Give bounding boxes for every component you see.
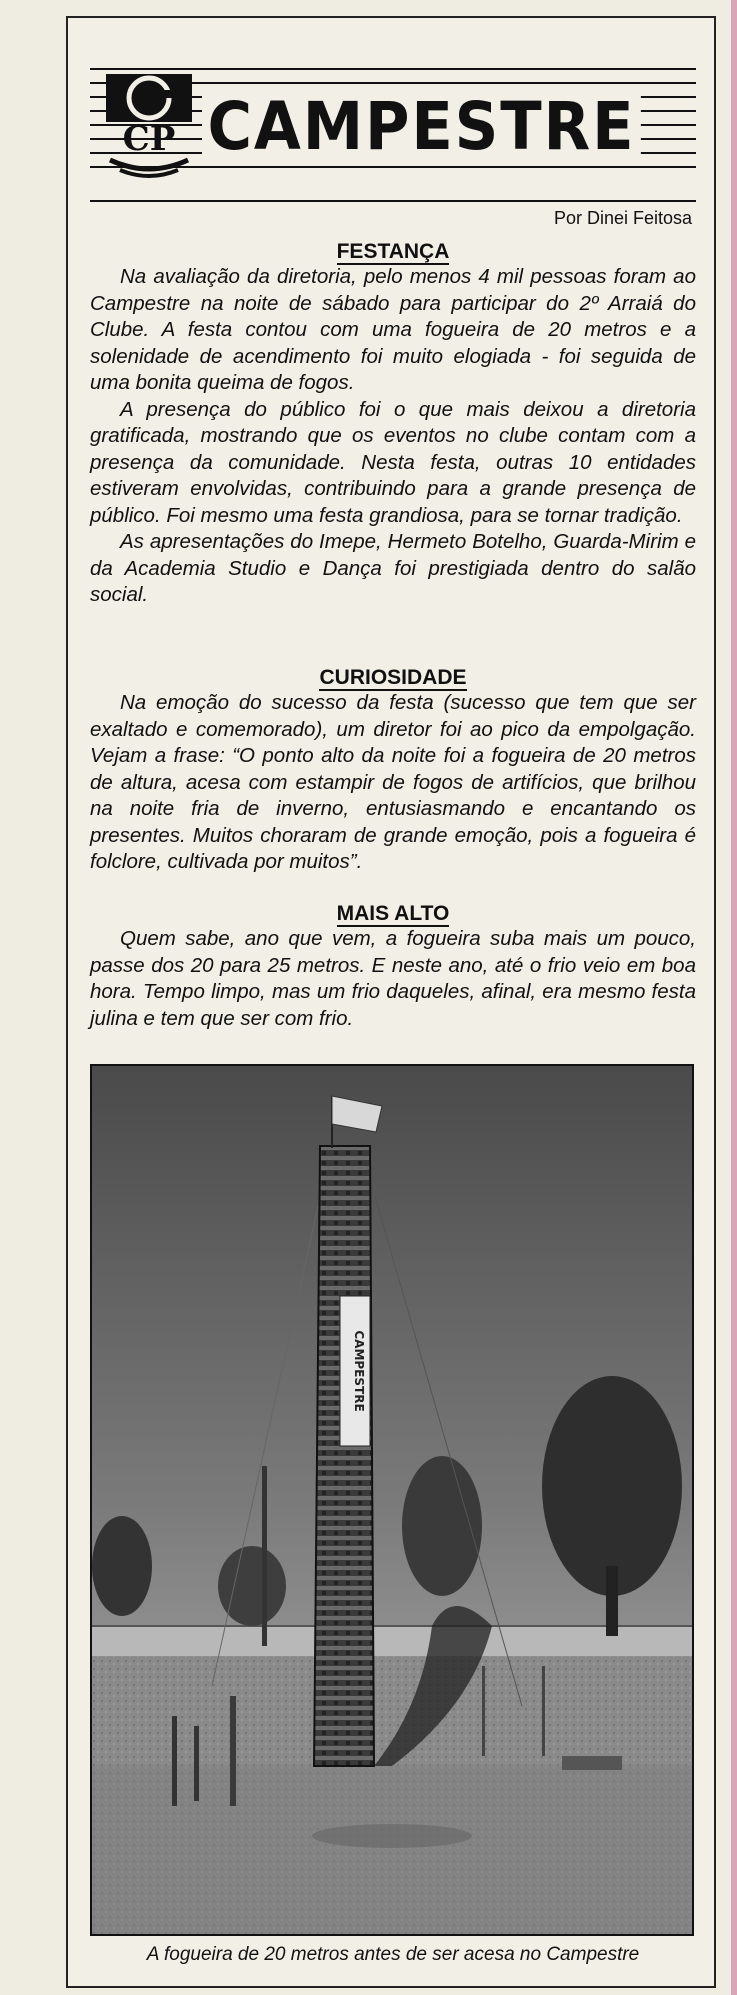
author-byline: Por Dinei Feitosa	[553, 208, 692, 228]
news-clipping	[66, 16, 716, 1988]
column-header	[90, 48, 696, 198]
byline-rule	[90, 200, 696, 202]
svg-text:CP: CP	[122, 119, 176, 159]
section-festanca	[90, 240, 696, 609]
paragraph: A presença do público foi o que mais deixou a diretoria gratificada, mostrando que os eventos no clube contam com a presença da comunidade. Nesta festa, outras 10 entidades estiveram envolvidas, contribuindo para a grande presença de público. Foi mesmo uma festa grandiosa, para se tornar tradição.	[90, 397, 696, 527]
paragraph: As apresentações do Imepe, Hermeto Botelho, Guarda-Mirim e da Academia Studio e Dança foi prestigiada dentro do salão social.	[90, 530, 696, 606]
section-mais-alto	[90, 902, 696, 1032]
photo-caption: A fogueira de 20 metros antes de ser acesa no Campestre	[146, 1944, 640, 1965]
section-title: MAIS ALTO	[336, 902, 450, 925]
section-title: FESTANÇA	[336, 240, 450, 263]
tower-banner: CAMPESTRE	[352, 1330, 366, 1412]
page-edge	[731, 0, 737, 1995]
paragraph: Na emoção do sucesso da festa (sucesso que tem que ser exaltado e comemorado), um diretor foi ao pico da empolgação. Vejam a frase: “O ponto alto da noite foi a fogueira de 20 metros de altura, acesa com estampir de fogos de artifícios, que brilhou na noite fria de inverno, entusiasmando e encantando os presentes. Muitos choraram de grande emoção, pois a fogueira é folclore, cultivada por muitos”.	[90, 691, 696, 873]
bonfire-photo	[90, 1064, 694, 1936]
club-logo-icon	[104, 70, 194, 180]
section-title: CURIOSIDADE	[319, 666, 467, 689]
column-title: CAMPESTRE	[202, 94, 641, 160]
paragraph: Quem sabe, ano que vem, a fogueira suba mais um pouco, passe dos 20 para 25 metros. E neste ano, até o frio veio em boa hora. Tempo limpo, mas um frio daqueles, afinal, era mesmo festa julina e tem que ser com frio.	[90, 927, 696, 1030]
section-curiosidade	[90, 666, 696, 876]
paragraph: Na avaliação da diretoria, pelo menos 4 mil pessoas foram ao Campestre na noite de sábado para participar do 2º Arraiá do Clube. A festa contou com uma fogueira de 20 metros e a solenidade de acendimento foi muito elogiada - foi seguida de uma bonita queima de fogos.	[90, 265, 696, 394]
photo-illustration	[92, 1066, 692, 1934]
